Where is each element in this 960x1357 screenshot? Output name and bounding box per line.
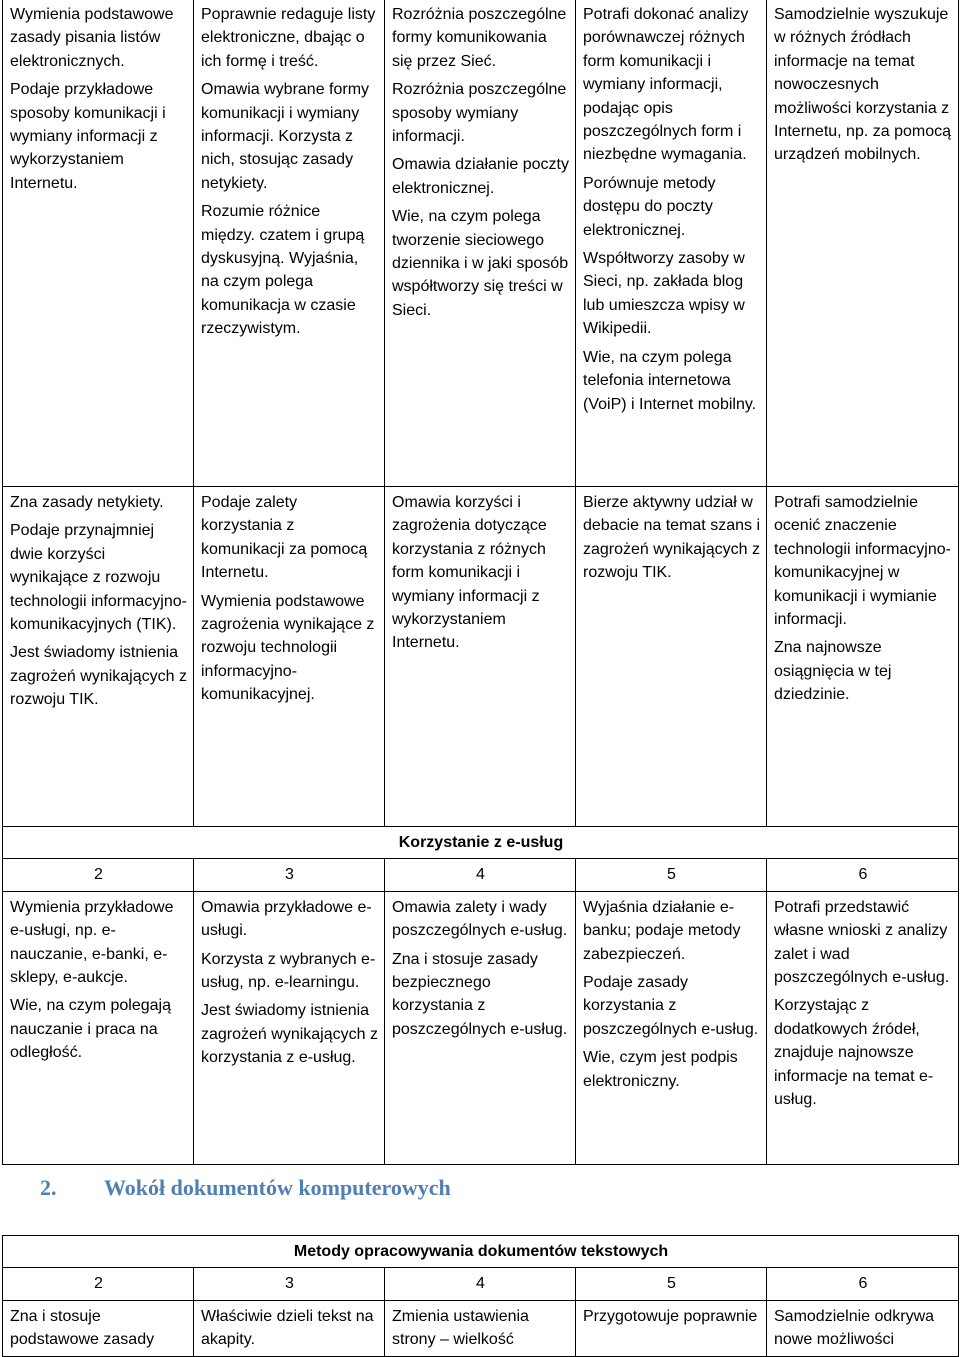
grade-2-cell (3, 0, 194, 487)
requirement-text: Wie, na czym polega tworzenie sieciowego dziennika i w jaki sposób współtworzy się treści w Sieci. (392, 208, 569, 319)
grade-4-cell (385, 0, 576, 487)
grade-6-cell (767, 0, 959, 487)
grade-number: 6 (767, 1268, 959, 1300)
table-row (3, 0, 959, 487)
requirement-text: Porównuje metody dostępu do poczty elektronicznej. (583, 174, 716, 239)
requirement-text: Zna i stosuje podstawowe zasady (10, 1307, 155, 1349)
grade-3-cell (194, 1300, 385, 1356)
grade-2-cell (3, 487, 194, 827)
grade-number: 5 (576, 1268, 767, 1300)
section-number: 2. (40, 1175, 57, 1200)
requirement-text: Potrafi przedstawić własne wnioski z analizy zalet i wad poszczególnych e-usług. (774, 898, 950, 987)
table-row (3, 891, 959, 1164)
requirement-text: Omawia przykładowe e-usługi. (201, 898, 372, 940)
grade-4-cell (385, 891, 576, 1164)
table-section-title: Korzystanie z e-usług (3, 827, 959, 859)
requirement-text: Omawia korzyści i zagrożenia dotyczące korzystania z różnych form komunikacji i wymiany informacji z wykorzystaniem Internetu. (392, 494, 547, 652)
grade-number: 2 (3, 1268, 194, 1300)
requirement-text: Omawia wybrane formy komunikacji i wymiany informacji. Korzysta z nich, stosując zasady netykiety. (201, 81, 370, 192)
grade-number: 6 (767, 859, 959, 891)
grade-3-cell (194, 487, 385, 827)
requirement-text: Wie, na czym polega telefonia internetowa (VoiP) i Internet mobilny. (583, 348, 757, 413)
grade-5-cell (576, 0, 767, 487)
grade-3-cell (194, 0, 385, 487)
requirement-text: Korzysta z wybranych e-usług, np. e-learningu. (201, 950, 376, 992)
requirements-table-documents (2, 1235, 959, 1357)
grade-5-cell (576, 487, 767, 827)
grade-number: 3 (194, 859, 385, 891)
requirement-text: Wie, czym jest podpis elektroniczny. (583, 1049, 738, 1090)
requirement-text: Wymienia podstawowe zagrożenia wynikające z rozwoju technologii informacyjno-komunikacyjnej. (201, 592, 375, 704)
grade-2-cell (3, 1300, 194, 1356)
grade-number: 3 (194, 1268, 385, 1300)
requirement-text: Wymienia przykładowe e-usługi, np. e-nauczanie, e-banki, e-sklepy, e-aukcje. (10, 898, 174, 987)
requirement-text: Potrafi dokonać analizy porównawczej różnych form komunikacji i wymiany informacji, podając opis poszczególnych form i niezbędne wymagania. (583, 6, 749, 164)
grade-6-cell (767, 891, 959, 1164)
grade-number: 2 (3, 859, 194, 891)
requirement-text: Podaje przykładowe sposoby komunikacji i wymiany informacji z wykorzystaniem Internetu. (10, 81, 166, 192)
requirement-text: Omawia zalety i wady poszczególnych e-usług. (392, 898, 568, 940)
table-row (3, 487, 959, 827)
grade-number: 4 (385, 1268, 576, 1300)
grade-4-cell (385, 1300, 576, 1356)
requirement-text: Współtworzy zasoby w Sieci, np. zakłada blog lub umieszcza wpisy w Wikipedii. (583, 250, 745, 338)
requirement-text: Rozróżnia poszczególne formy komunikowania się przez Sieć. (392, 6, 567, 70)
requirement-text: Samodzielnie wyszukuje w różnych źródłach informacje na temat nowoczesnych możliwości korzystania z Internetu, np. za pomocą urządzeń mobilnych. (774, 6, 951, 164)
grade-4-cell (385, 487, 576, 827)
requirement-text: Zna najnowsze osiągnięcia w tej dziedzinie. (774, 639, 892, 704)
requirements-table-communication (2, 0, 959, 1165)
grade-number: 4 (385, 859, 576, 891)
table-row (3, 1300, 959, 1356)
requirement-text: Podaje zalety korzystania z komunikacji za pomocą Internetu. (201, 494, 368, 582)
requirement-text: Zna zasady netykiety. (10, 494, 164, 511)
requirement-text: Samodzielnie odkrywa nowe możliwości (774, 1307, 935, 1349)
requirement-text: Jest świadomy istnienia zagrożeń wynikających z rozwoju TIK. (10, 644, 187, 709)
requirement-text: Wymienia podstawowe zasady pisania listów elektronicznych. (10, 6, 174, 70)
grade-6-cell (767, 487, 959, 827)
section-title: Wokół dokumentów komputerowych (104, 1175, 451, 1200)
requirement-text: Omawia działanie poczty elektronicznej. (392, 156, 569, 197)
grade-3-cell (194, 891, 385, 1164)
grade-2-cell (3, 891, 194, 1164)
requirement-text: Potrafi samodzielnie ocenić znaczenie technologii informacyjno-komunikacyjnej w komunikacji i wymianie informacji. (774, 494, 951, 629)
requirement-text: Zna i stosuje zasady bezpiecznego korzystania z poszczególnych e-usług. (392, 950, 568, 1038)
requirement-text: Rozróżnia poszczególne sposoby wymiany informacji. (392, 81, 567, 146)
requirement-text: Zmienia ustawienia strony – wielkość (392, 1307, 529, 1349)
section-heading (40, 1175, 451, 1201)
grade-6-cell (767, 1300, 959, 1356)
requirement-text: Rozumie różnice między. czatem i grupą dyskusyjną. Wyjaśnia, na czym polega komunikacja w czasie rzeczywistym. (201, 203, 365, 338)
requirement-text: Przygotowuje poprawnie (583, 1307, 758, 1325)
requirement-text: Korzystając z dodatkowych źródeł, znajduje najnowsze informacje na temat e-usług. (774, 997, 934, 1109)
requirement-text: Wyjaśnia działanie e-banku; podaje metody zabezpieczeń. (583, 898, 741, 963)
grade-number: 5 (576, 859, 767, 891)
requirement-text: Bierze aktywny udział w debacie na temat szans i zagrożeń wynikających z rozwoju TIK. (583, 494, 760, 582)
grade-5-cell (576, 1300, 767, 1356)
requirement-text: Podaje przynajmniej dwie korzyści wynikające z rozwoju technologii informacyjno-komunikacyjnych (TIK). (10, 522, 187, 634)
requirement-text: Poprawnie redaguje listy elektroniczne, dbając o ich formę i treść. (201, 6, 376, 70)
grade-5-cell (576, 891, 767, 1164)
requirement-text: Jest świadomy istnienia zagrożeń wynikających z korzystania z e-usług. (201, 1002, 378, 1067)
requirement-text: Podaje zasady korzystania z poszczególnych e-usług. (583, 974, 759, 1038)
table-section-title: Metody opracowywania dokumentów tekstowych (3, 1236, 959, 1268)
requirement-text: Właściwie dzieli tekst na akapity. (201, 1307, 374, 1349)
requirement-text: Wie, na czym polegają nauczanie i praca na odległość. (10, 997, 171, 1062)
